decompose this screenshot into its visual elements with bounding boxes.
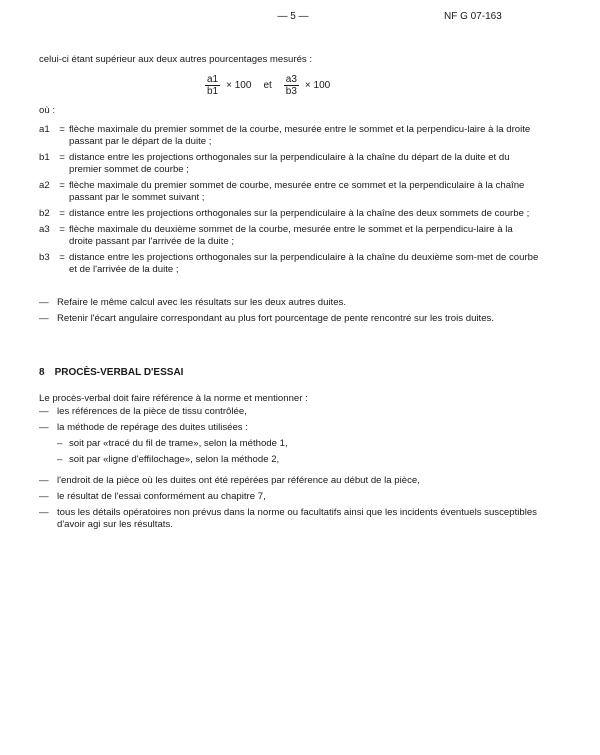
list-dash: — — [39, 507, 49, 518]
equals-sign: = — [59, 224, 65, 235]
definition-item — [39, 124, 539, 148]
report-items-list-continued — [39, 475, 539, 535]
list-item — [39, 313, 539, 325]
equals-sign: = — [59, 252, 65, 263]
list-item — [39, 507, 539, 531]
list-item-text: le résultat de l'essai conformément au chapitre 7, — [57, 491, 266, 502]
list-item — [39, 475, 539, 487]
list-dash: — — [39, 491, 49, 502]
definition-symbol: a2 — [39, 180, 50, 191]
definition-item — [39, 252, 539, 276]
list-item-text: Refaire le même calcul avec les résultats sur les deux autres duites. — [57, 297, 347, 308]
report-items-list — [39, 406, 539, 470]
list-item — [39, 406, 539, 418]
fraction-denominator: b1 — [207, 86, 219, 97]
definition-item — [39, 224, 539, 248]
sub-list-item-text: soit par «tracé du fil de trame», selon la méthode 1, — [69, 438, 288, 449]
definition-symbol: b1 — [39, 152, 50, 163]
list-item — [39, 297, 539, 309]
equals-sign: = — [59, 208, 65, 219]
equals-sign: = — [59, 152, 65, 163]
list-item-text: tous les détails opératoires non prévus dans la norme ou facultatifs ainsi que les incidents éventuels susceptibles d'avoir agi sur les résultats. — [57, 507, 537, 530]
list-dash: — — [39, 475, 49, 486]
fraction-a1-b1 — [205, 74, 220, 97]
report-intro: Le procès-verbal doit faire référence à la norme et mentionner : — [39, 393, 308, 404]
equals-sign: = — [59, 124, 65, 135]
definition-item — [39, 152, 539, 176]
formula — [205, 74, 330, 97]
sub-list-dash: – — [57, 454, 63, 465]
fraction-numerator: a1 — [207, 74, 219, 85]
sub-list-item — [39, 438, 539, 450]
fraction-a3-b3 — [284, 74, 299, 97]
definition-text: flèche maximale du deuxième sommet de la courbe, mesurée entre le sommet et la perpendicu-laire à la droite passant par l'arrivée de la duite ; — [69, 224, 513, 247]
fraction-denominator: b3 — [285, 86, 297, 97]
definition-symbol: a1 — [39, 124, 50, 135]
list-dash: — — [39, 313, 49, 324]
list-item-text: la méthode de repérage des duites utilisées : — [57, 422, 248, 433]
multiplier: × 100 — [226, 79, 252, 91]
instructions-list — [39, 297, 539, 329]
definition-text: distance entre les projections orthogonales sur la perpendiculaire à la chaîne du deuxième som-met de courbe et de l'arrivée de la duite ; — [69, 252, 539, 275]
definition-symbol: b3 — [39, 252, 50, 263]
standard-reference: NF G 07-163 — [444, 11, 502, 22]
where-label: où : — [39, 105, 56, 116]
section-number: 8 — [39, 367, 45, 378]
intro-sentence: celui-ci étant supérieur aux deux autres pourcentages mesurés : — [39, 54, 313, 65]
section-heading — [39, 367, 183, 379]
definition-item — [39, 180, 539, 204]
sub-list-dash: – — [57, 438, 63, 449]
list-dash: — — [39, 297, 49, 308]
fraction-numerator: a3 — [285, 74, 297, 85]
conjunction: et — [263, 79, 272, 91]
list-item-text: l'endroit de la pièce où les duites ont été repérées par référence au début de la pièce, — [57, 475, 420, 486]
definition-text: distance entre les projections orthogonales sur la perpendiculaire à la chaîne des deux sommets de courbe ; — [69, 208, 530, 219]
multiplier: × 100 — [304, 79, 331, 91]
definitions-list — [39, 124, 539, 280]
list-dash: — — [39, 406, 49, 417]
definition-symbol: b2 — [39, 208, 50, 219]
equals-sign: = — [59, 180, 65, 191]
definition-text: flèche maximale du premier sommet de la courbe, mesurée entre le sommet et la perpendicu-laire à la droite passant par le départ de la duite ; — [69, 124, 531, 147]
list-dash: — — [39, 422, 49, 433]
definition-item — [39, 208, 539, 220]
definition-text: flèche maximale du premier sommet de courbe, mesurée entre ce sommet et la perpendiculaire à la chaîne passant par le sommet suivant ; — [69, 180, 525, 203]
list-item — [39, 422, 539, 434]
sub-list-item — [39, 454, 539, 466]
definition-text: distance entre les projections orthogonales sur la perpendiculaire à la chaîne du départ de la duite et du premier sommet de courbe ; — [69, 152, 510, 175]
sub-list-item-text: soit par «ligne d'effilochage», selon la méthode 2, — [69, 454, 280, 465]
page-number: — 5 — — [277, 11, 309, 22]
list-item — [39, 491, 539, 503]
definition-symbol: a3 — [39, 224, 50, 235]
list-item-text: Retenir l'écart angulaire correspondant au plus fort pourcentage de pente rencontré sur les trois duites. — [57, 313, 495, 324]
section-title: PROCÈS-VERBAL D'ESSAI — [54, 367, 184, 378]
list-item-text: les références de la pièce de tissu contrôlée, — [57, 406, 247, 417]
